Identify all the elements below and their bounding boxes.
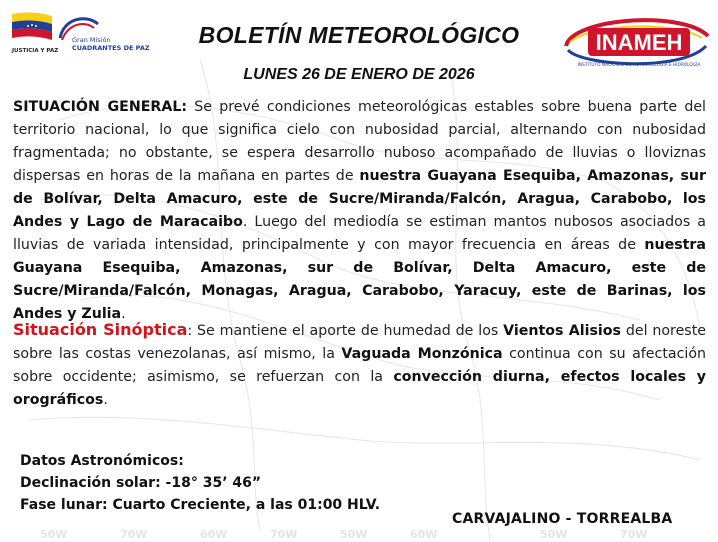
map-label: 70W bbox=[270, 528, 298, 541]
text-run: . bbox=[121, 306, 126, 322]
map-label: 70W bbox=[620, 528, 648, 541]
situacion-general-paragraph bbox=[13, 96, 706, 326]
map-label: 50W bbox=[40, 528, 68, 541]
text-run: . Luego del mediodía se estiman mantos nubosos asociados a lluvias de variada intensidad, principalmente y con mayor frecuencia en áreas de bbox=[13, 214, 706, 253]
svg-text:Gran Misión: Gran Misión bbox=[72, 36, 111, 44]
declinacion-solar: Declinación solar: -18° 35’ 46” bbox=[20, 475, 262, 491]
svg-text:INSTITUTO NACIONAL DE METEOROL: INSTITUTO NACIONAL DE METEOROLOGÍA E HIDROLOGÍA bbox=[577, 63, 701, 68]
text-run: Se prevé condiciones meteorológicas estables sobre buena parte del territorio nacional, lo que significa cielo con nubosidad parcial, alternando con nubosidad fragmentada; no obstante, se espera desarrollo nuboso acompañado de lluvias o lloviznas dispersas en horas de la mañana en partes de bbox=[13, 99, 706, 184]
text-run: continua con su afectación sobre occidente; asimismo, se refuerzan con la bbox=[13, 346, 706, 385]
map-label: 60W bbox=[410, 528, 438, 541]
astro-heading: Datos Astronómicos: bbox=[20, 453, 184, 469]
svg-text:CUADRANTES DE PAZ: CUADRANTES DE PAZ bbox=[72, 44, 150, 52]
regions-morning: nuestra Guayana Esequiba, Amazonas, sur de Bolívar, Delta Amacuro, este de Sucre/Miranda/Falcón, Aragua, Carabobo, los Andes y Lago de Maracaibo bbox=[13, 168, 706, 230]
bulletin-date: LUNES 26 DE ENERO DE 2026 bbox=[243, 66, 475, 83]
datos-astronomicos bbox=[20, 450, 380, 516]
conveccion-efectos: convección diurna, efectos locales y orográficos bbox=[13, 369, 706, 408]
map-label: 70W bbox=[120, 528, 148, 541]
vaguada-monzonica: Vaguada Monzónica bbox=[341, 346, 503, 362]
situacion-sinoptica-label: Situación Sinóptica bbox=[13, 320, 188, 339]
map-label: 50W bbox=[340, 528, 368, 541]
vientos-alisios: Vientos Alisios bbox=[503, 323, 621, 339]
svg-text:JUSTICIA Y PAZ: JUSTICIA Y PAZ bbox=[12, 48, 59, 54]
inameh-logo bbox=[562, 12, 712, 74]
situacion-sinoptica-paragraph bbox=[13, 318, 706, 412]
text-run: del noreste sobre las costas venezolanas, así mismo, la bbox=[13, 323, 706, 362]
map-label: 60W bbox=[200, 528, 228, 541]
bulletin-title: BOLETÍN METEOROLÓGICO bbox=[198, 22, 520, 48]
text-run: : Se mantiene el aporte de humedad de los bbox=[187, 323, 504, 339]
map-label: 50W bbox=[540, 528, 568, 541]
svg-text:INAMEH: INAMEH bbox=[595, 30, 683, 55]
regions-afternoon: nuestra Guayana Esequiba, Amazonas, sur de Bolívar, Delta Amacuro, este de Sucre/Miranda/Falcón, Monagas, Aragua, Carabobo, Yaracuy, este de Barinas, los Andes y Zulia bbox=[13, 237, 706, 322]
text-run: . bbox=[103, 392, 108, 408]
situacion-general-label: SITUACIÓN GENERAL: bbox=[13, 99, 188, 115]
fase-lunar: Fase lunar: Cuarto Creciente, a las 01:00 HLV. bbox=[20, 497, 381, 513]
authors-signature: CARVAJALINO - TORREALBA bbox=[452, 511, 673, 527]
